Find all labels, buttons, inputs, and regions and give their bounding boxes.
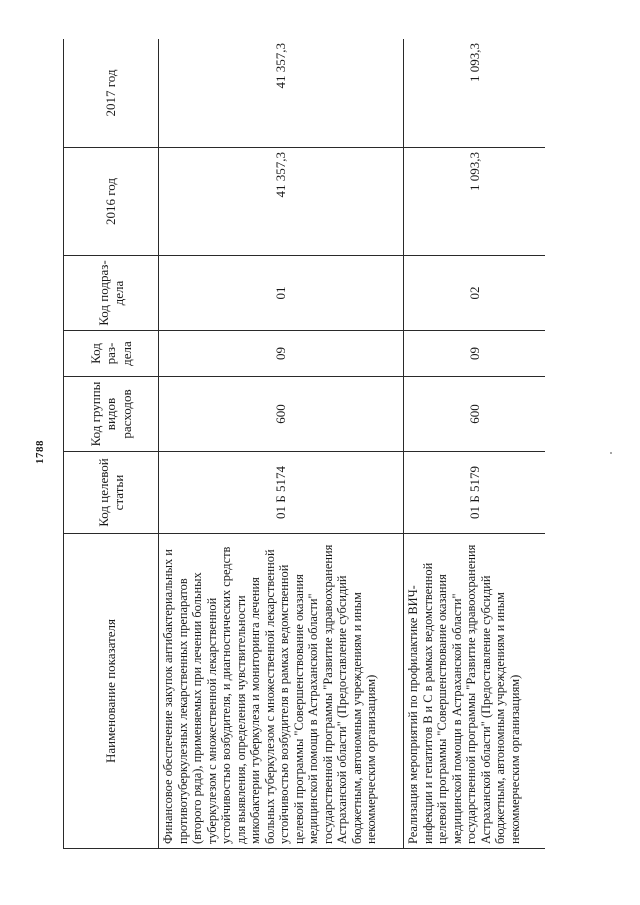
header-subsection: Код подраз-дела — [64, 256, 159, 331]
row-subsection: 02 — [404, 256, 546, 331]
row-expense-group: 600 — [404, 377, 546, 452]
scan-speck — [610, 452, 612, 454]
row-year-2017: 41 357,3 — [159, 39, 404, 148]
rotated-table-container — [63, 39, 545, 849]
header-expense-group: Код группы видов расходов — [64, 377, 159, 452]
row-section: 09 — [404, 331, 546, 377]
table-row — [404, 39, 546, 849]
budget-table — [63, 39, 545, 849]
row-subsection: 01 — [159, 256, 404, 331]
table-row — [159, 39, 404, 849]
table-frame — [63, 39, 545, 849]
header-year-2017: 2017 год — [64, 39, 159, 148]
header-section: Код раз-дела — [64, 331, 159, 377]
header-row — [64, 39, 159, 849]
row-year-2016: 41 357,3 — [159, 148, 404, 256]
header-year-2016: 2016 год — [64, 148, 159, 256]
row-section: 09 — [159, 331, 404, 377]
row-expense-group: 600 — [159, 377, 404, 452]
page-number: 1788 — [34, 440, 46, 464]
row-year-2016: 1 093,3 — [404, 148, 546, 256]
row-year-2017: 1 093,3 — [404, 39, 546, 148]
header-name: Наименование показателя — [64, 534, 159, 849]
row-name: Реализация мероприятий по профилактике ВИЧ-инфекции и гепатитов В и С в рамках ведомственной целевой программы "Совершенствование оказания медицинской помощи в Астраханской области" государственной программы "Развитие здравоохранения Астраханской области" (Предоставление субсидий бюджетным, автономным учреждениям и иным некоммерческим организациям) — [404, 534, 546, 849]
row-name: Финансовое обеспечение закупок антибактериальных и противотуберкулезных лекарственных препаратов (второго ряда), применяемых при лечении больных туберкулезом с множественной лекарственной устойчивостью возбудителя, и диагностических средств для выявления, определения чувствительности микобактерии туберкулеза и мониторинга лечения больных туберкулезом с множественной лекарственной устойчивостью возбудителя в рамках ведомственной целевой программы "Совершенствование оказания медицинской помощи в Астраханской области" государственной программы "Развитие здравоохранения Астраханской области" (Предоставление субсидий бюджетным, автономным учреждениям и иным некоммерческим организациям) — [159, 534, 404, 849]
row-target-article: 01 Б 5174 — [159, 452, 404, 534]
row-target-article: 01 Б 5179 — [404, 452, 546, 534]
header-target-article: Код целевой статьи — [64, 452, 159, 534]
